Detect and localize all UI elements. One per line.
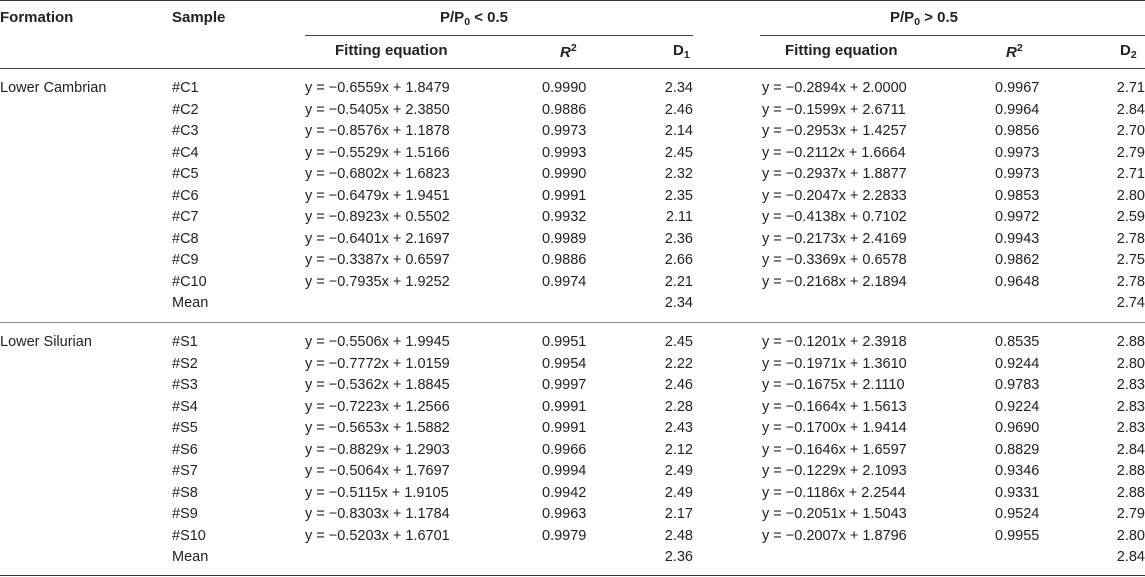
fitting-equation-low-cell: y = −0.6401x + 2.1697: [305, 230, 450, 247]
r-squared-low-cell: 0.9990: [542, 166, 587, 182]
fitting-equation-high-cell: y = −0.4138x + 0.7102: [762, 209, 907, 225]
fitting-equation-low-cell: y = −0.5405x + 2.3850: [305, 101, 450, 118]
d2-cell: 2.78: [1116, 230, 1145, 247]
d2-cell: 2.83: [1116, 398, 1145, 415]
d2-cell: 2.84: [1116, 101, 1145, 118]
header-r-squared-2: $R^2$: [1006, 42, 1023, 61]
fitting-equation-high-cell: y = −0.2168x + 2.1894: [762, 273, 907, 290]
r-squared-low-cell: 0.9993: [542, 144, 587, 161]
r-squared-low-cell: 0.9991: [542, 398, 587, 415]
d2-cell: 2.78: [1116, 273, 1145, 290]
sample-cell: #S10: [172, 527, 206, 544]
r-squared-low-cell: 0.9886: [542, 252, 587, 268]
r-squared-low-cell: 0.9997: [542, 377, 587, 393]
fitting-equation-high-cell: y = −0.2173x + 2.4169: [762, 230, 907, 247]
sample-cell: #S7: [172, 463, 198, 479]
d2-cell: 2.71: [1116, 80, 1145, 96]
r-squared-high-cell: 0.9967: [995, 80, 1040, 96]
fitting-equation-high-cell: y = −0.1201x + 2.3918: [762, 334, 907, 350]
sample-cell: #S4: [172, 398, 198, 415]
header-formation: Formation: [0, 9, 74, 26]
fitting-equation-low-cell: y = −0.7772x + 1.0159: [305, 355, 450, 372]
r-squared-low-cell: 0.9951: [542, 334, 587, 350]
d2-cell: 2.83: [1116, 377, 1145, 393]
r-squared-high-cell: 0.9648: [995, 273, 1040, 290]
r-squared-high-cell: 0.9524: [995, 506, 1040, 522]
sample-cell: #C6: [172, 187, 199, 204]
r-squared-high-cell: 0.9224: [995, 398, 1040, 415]
fitting-equation-low-cell: y = −0.5064x + 1.7697: [305, 463, 450, 479]
fitting-equation-low-cell: y = −0.6802x + 1.6823: [305, 166, 450, 182]
header-group-high-pressure: $P/P_0 > 0.5$: [890, 9, 958, 28]
r-squared-low-cell: 0.9942: [542, 484, 587, 501]
r-squared-low-cell: 0.9991: [542, 187, 587, 204]
fitting-equation-low-cell: y = −0.6559x + 1.8479: [305, 80, 450, 96]
fitting-equation-high-cell: y = −0.1599x + 2.6711: [762, 101, 906, 118]
r-squared-low-cell: 0.9954: [542, 355, 587, 372]
sample-cell: #C8: [172, 230, 199, 247]
sample-cell: #S3: [172, 377, 198, 393]
sample-cell: #C10: [172, 273, 207, 290]
sample-cell: #C5: [172, 166, 199, 182]
sample-cell: #S1: [172, 334, 198, 350]
d1-cell: 2.12: [664, 441, 693, 458]
d1-cell: 2.11: [665, 209, 693, 225]
fitting-equation-low-cell: y = −0.5506x + 1.9945: [305, 334, 450, 350]
fitting-equation-low-cell: y = −0.5362x + 1.8845: [305, 377, 450, 393]
sample-cell: #C1: [172, 80, 199, 96]
sample-cell: #S6: [172, 441, 198, 458]
sample-cell: #C9: [172, 252, 199, 268]
r-squared-low-cell: 0.9963: [542, 506, 587, 522]
sample-cell: #C4: [172, 144, 199, 161]
table-bottom-rule: [0, 575, 1145, 576]
d1-cell: 2.49: [664, 484, 693, 501]
header-bottom-rule: [0, 68, 1145, 69]
fitting-equation-high-cell: y = −0.1186x + 2.2544: [762, 484, 906, 501]
d1-cell: 2.43: [664, 420, 693, 436]
d1-cell: 2.45: [664, 334, 693, 350]
fitting-equation-high-cell: y = −0.2894x + 2.0000: [762, 80, 907, 96]
r-squared-low-cell: 0.9994: [542, 463, 587, 479]
fitting-equation-high-cell: y = −0.1700x + 1.9414: [762, 420, 907, 436]
header-r-squared-1: $R^2$: [560, 42, 577, 61]
d2-cell: 2.80: [1116, 187, 1145, 204]
fitting-equation-low-cell: y = −0.7223x + 1.2566: [305, 398, 450, 415]
fitting-equation-low-cell: y = −0.8923x + 0.5502: [305, 209, 450, 225]
group1-underline: [305, 35, 693, 36]
d1-cell: 2.48: [664, 527, 693, 544]
d1-cell: 2.21: [664, 273, 693, 290]
fitting-equation-low-cell: y = −0.5203x + 1.6701: [305, 527, 450, 544]
d1-cell: 2.28: [664, 398, 693, 415]
fitting-equation-high-cell: y = −0.2047x + 2.2833: [762, 187, 907, 204]
d1-cell: 2.34: [664, 80, 693, 96]
r-squared-high-cell: 0.9972: [995, 209, 1040, 225]
group2-underline: [760, 35, 1145, 36]
header-d1: $D_1$: [673, 42, 690, 61]
d1-cell: 2.66: [664, 252, 693, 268]
sample-cell: #S2: [172, 355, 198, 372]
d2-cell: 2.84: [1116, 441, 1145, 458]
d2-cell: 2.79: [1116, 144, 1145, 161]
r-squared-low-cell: 0.9989: [542, 230, 587, 247]
d2-cell: 2.71: [1116, 166, 1145, 182]
fitting-equation-high-cell: y = −0.2937x + 1.8877: [762, 166, 907, 182]
d1-cell: 2.34: [664, 295, 693, 311]
fitting-equation-high-cell: y = −0.1229x + 2.1093: [762, 463, 907, 479]
fitting-equation-low-cell: y = −0.3387x + 0.6597: [305, 252, 450, 268]
d2-cell: 2.88: [1116, 484, 1145, 501]
fitting-equation-low-cell: y = −0.8303x + 1.1784: [305, 506, 450, 522]
d2-cell: 2.70: [1116, 123, 1145, 139]
r-squared-high-cell: 0.8829: [995, 441, 1040, 458]
sample-cell: #S8: [172, 484, 198, 501]
sample-cell: #C3: [172, 123, 199, 139]
fitting-equation-high-cell: y = −0.3369x + 0.6578: [762, 252, 907, 268]
r-squared-high-cell: 0.9964: [995, 101, 1040, 118]
r-squared-high-cell: 0.9955: [995, 527, 1040, 544]
fitting-equation-low-cell: y = −0.7935x + 1.9252: [305, 273, 450, 290]
header-fitting-equation-1: Fitting equation: [335, 42, 448, 59]
formation-cell: Lower Cambrian: [0, 80, 107, 96]
r-squared-high-cell: 0.9346: [995, 463, 1040, 479]
r-squared-high-cell: 0.9244: [995, 355, 1040, 372]
table-top-rule: [0, 0, 1145, 1]
fitting-equation-high-cell: y = −0.1664x + 1.5613: [762, 398, 907, 415]
d1-cell: 2.46: [664, 101, 693, 118]
d2-cell: 2.80: [1116, 527, 1145, 544]
r-squared-high-cell: 0.9943: [995, 230, 1040, 247]
fitting-equation-high-cell: y = −0.2112x + 1.6664: [762, 144, 906, 161]
r-squared-high-cell: 0.9690: [995, 420, 1040, 436]
r-squared-high-cell: 0.9783: [995, 377, 1040, 393]
r-squared-high-cell: 0.9856: [995, 123, 1040, 139]
r-squared-low-cell: 0.9966: [542, 441, 587, 458]
fitting-equation-low-cell: y = −0.8829x + 1.2903: [305, 441, 450, 458]
d2-cell: 2.74: [1116, 295, 1145, 311]
header-sample: Sample: [172, 9, 226, 26]
fitting-equation-high-cell: y = −0.2051x + 1.5043: [762, 506, 907, 522]
group-separator-rule: [0, 322, 1145, 323]
sample-cell: Mean: [172, 549, 209, 565]
r-squared-high-cell: 0.8535: [995, 334, 1040, 350]
fitting-equation-high-cell: y = −0.2953x + 1.4257: [762, 123, 907, 139]
d1-cell: 2.22: [664, 355, 693, 372]
sample-cell: #S5: [172, 420, 198, 436]
d1-cell: 2.49: [664, 463, 693, 479]
fitting-equation-low-cell: y = −0.5529x + 1.5166: [305, 144, 450, 161]
fitting-equation-high-cell: y = −0.2007x + 1.8796: [762, 527, 907, 544]
fitting-equation-low-cell: y = −0.5115x + 1.9105: [305, 484, 449, 501]
fitting-equation-high-cell: y = −0.1646x + 1.6597: [762, 441, 907, 458]
d2-cell: 2.79: [1116, 506, 1145, 522]
header-fitting-equation-2: Fitting equation: [785, 42, 898, 59]
sample-cell: #C7: [172, 209, 199, 225]
r-squared-low-cell: 0.9974: [542, 273, 587, 290]
sample-cell: Mean: [172, 295, 209, 311]
r-squared-low-cell: 0.9990: [542, 80, 587, 96]
r-squared-high-cell: 0.9973: [995, 166, 1040, 182]
r-squared-low-cell: 0.9979: [542, 527, 587, 544]
d1-cell: 2.36: [664, 549, 693, 565]
d2-cell: 2.88: [1116, 463, 1145, 479]
d1-cell: 2.32: [664, 166, 693, 182]
r-squared-high-cell: 0.9862: [995, 252, 1040, 268]
d1-cell: 2.17: [664, 506, 693, 522]
formation-cell: Lower Silurian: [0, 334, 92, 350]
header-d2: $D_2$: [1120, 42, 1137, 61]
r-squared-high-cell: 0.9853: [995, 187, 1040, 204]
d2-cell: 2.75: [1116, 252, 1145, 268]
d1-cell: 2.14: [664, 123, 693, 139]
r-squared-high-cell: 0.9973: [995, 144, 1040, 161]
fitting-equation-low-cell: y = −0.5653x + 1.5882: [305, 420, 450, 436]
fitting-equation-high-cell: y = −0.1971x + 1.3610: [762, 355, 907, 372]
r-squared-low-cell: 0.9973: [542, 123, 587, 139]
d2-cell: 2.83: [1116, 420, 1145, 436]
sample-cell: #C2: [172, 101, 199, 118]
d2-cell: 2.88: [1116, 334, 1145, 350]
r-squared-high-cell: 0.9331: [995, 484, 1040, 501]
d1-cell: 2.45: [664, 144, 693, 161]
d2-cell: 2.84: [1116, 549, 1145, 565]
sample-cell: #S9: [172, 506, 198, 522]
fitting-equation-low-cell: y = −0.6479x + 1.9451: [305, 187, 450, 204]
r-squared-low-cell: 0.9991: [542, 420, 587, 436]
d1-cell: 2.46: [664, 377, 693, 393]
d1-cell: 2.35: [664, 187, 693, 204]
d2-cell: 2.59: [1116, 209, 1145, 225]
fitting-equation-low-cell: y = −0.8576x + 1.1878: [305, 123, 450, 139]
r-squared-low-cell: 0.9886: [542, 101, 587, 118]
header-group-low-pressure: $P/P_0 < 0.5$: [440, 9, 508, 28]
d2-cell: 2.80: [1116, 355, 1145, 372]
d1-cell: 2.36: [664, 230, 693, 247]
fitting-equation-high-cell: y = −0.1675x + 2.1110: [762, 377, 905, 393]
r-squared-low-cell: 0.9932: [542, 209, 587, 225]
